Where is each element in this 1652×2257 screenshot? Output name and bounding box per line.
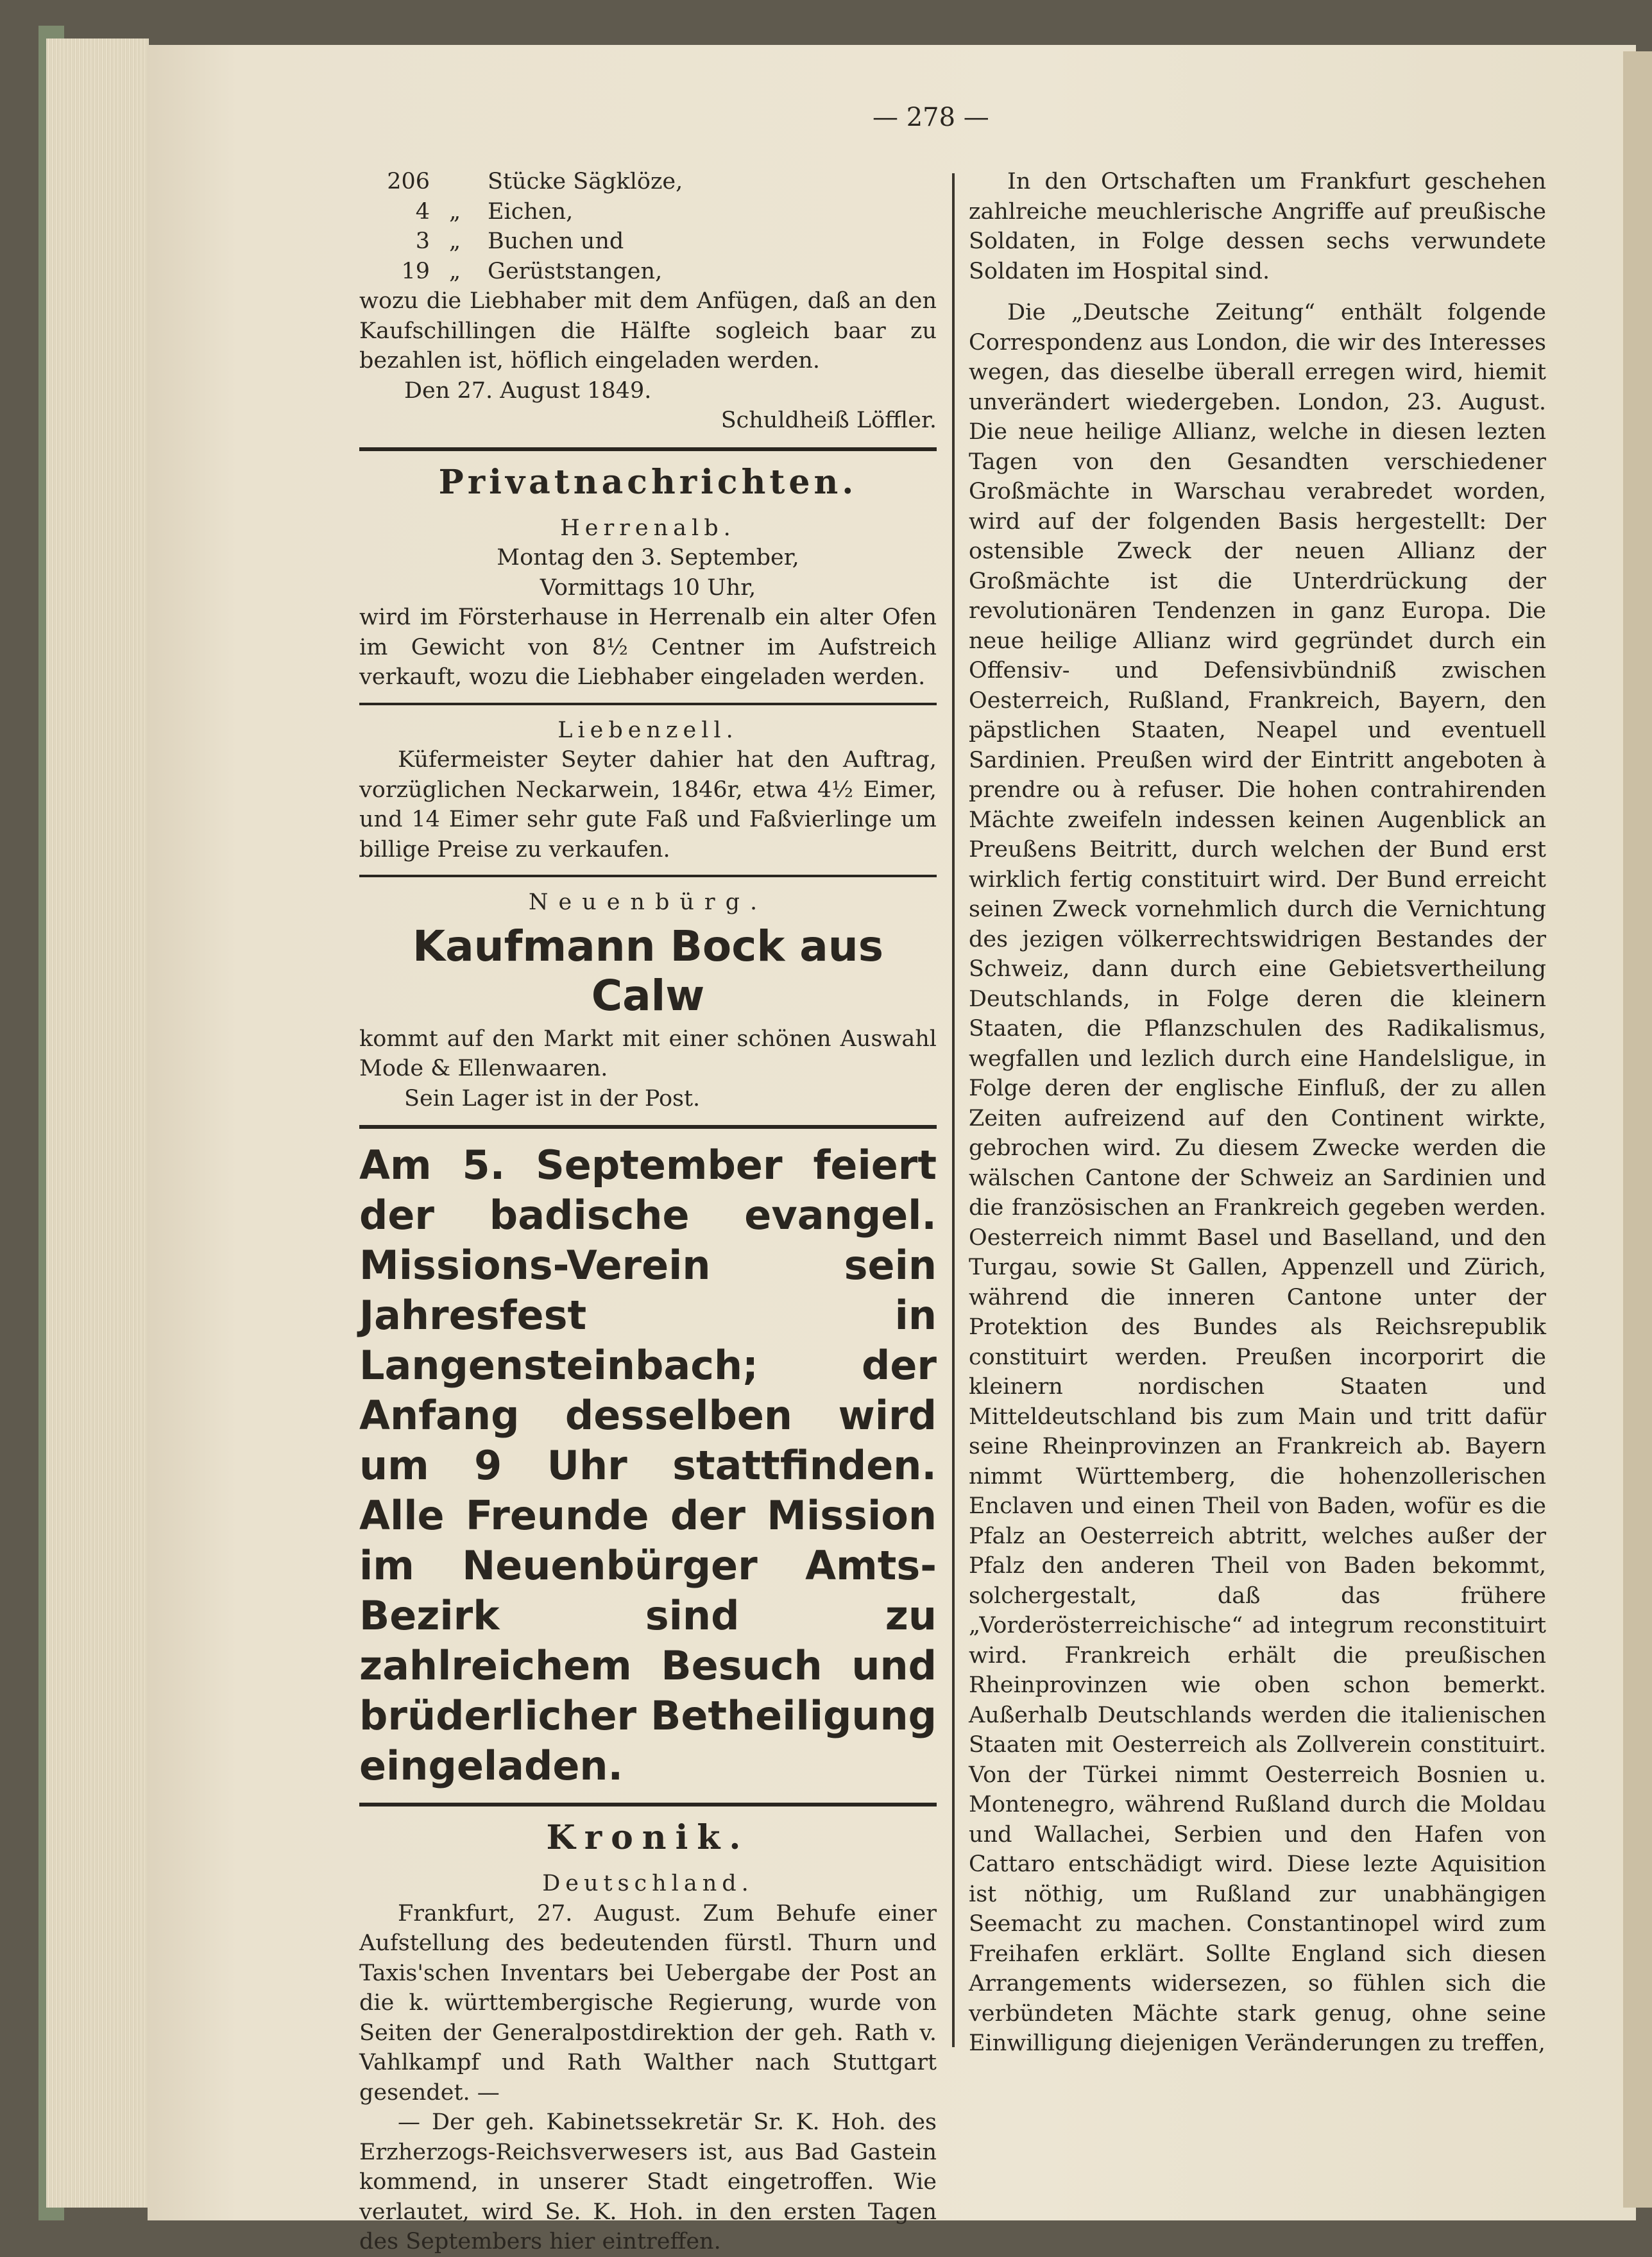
auction-signature: Schuldheiß Löffler. [720, 408, 937, 433]
divider [359, 447, 937, 451]
frankfurt-news-1: Frankfurt, 27. August. Zum Behufe einer Aufstellung des bedeutenden fürstl. Thurn und Taxis'schen Inventars bei Uebergabe der Post an die k. württembergische Regierung, wurde von Seiten der Generalpostdirektion der geh. Rath v. Vahlkampf und Rath Walther nach Stuttgart gesendet. — [359, 1900, 937, 2106]
divider [359, 703, 937, 705]
section-heading-private: Privatnachrichten. [438, 462, 858, 502]
advert-headline: Kaufmann Bock aus Calw [412, 921, 884, 1020]
left-column [359, 167, 937, 2257]
herrenalb-time: Vormittags 10 Uhr, [540, 574, 756, 601]
news-paragraph-1: In den Ortschaften um Frankfurt geschehen zahlreiche meuchlerische Angriffe auf preußische Soldaten, in Folge dessen sechs verwundete Soldaten im Hospital sind. [969, 169, 1546, 284]
right-column [969, 167, 1546, 2059]
auction-date: Den 27. August 1849. [404, 377, 652, 404]
herrenalb-text: wird im Försterhause in Herrenalb ein alter Ofen im Gewicht von 8½ Centner im Aufstreich verkauft, wozu die Liebhaber eingeladen werden. [359, 605, 937, 690]
list-item: 3 „ Buchen und [415, 228, 624, 254]
mission-notice: Am 5. September feiert der badische evangel. Missions-Verein sein Jahresfest in Langensteinbach; der Anfang desselben wird um 9 Uhr stattfinden. Alle Freunde der Mission im Neuenbürger Amts-Bezirk sind zu zahlreichem Besuch und brüderlicher Betheiligung eingeladen. [359, 1142, 937, 1789]
auction-text: wozu die Liebhaber mit dem Anfügen, daß an den Kaufschillingen die Hälfte sogleich baar zu bezahlen ist, höflich eingeladen werden. [359, 288, 937, 373]
place-liebenzell: Liebenzell. [558, 717, 738, 743]
herrenalb-date: Montag den 3. September, [497, 545, 799, 571]
liebenzell-text: Küfermeister Seyter dahier hat den Auftrag, vorzüglichen Neckarwein, 1846r, etwa 4½ Eimer, und 14 Eimer sehr gute Faß und Faßvierlinge um billige Preise zu verkaufen. [359, 747, 937, 862]
news-paragraph-2: Die „Deutsche Zeitung“ enthält folgende Correspondenz aus London, die wir des Interesses wegen, das dieselbe überall erregen wird, hiemit unverändert wiedergeben. London, 23. August. Die neue heilige Allianz, welche in diesen lezten Tagen von den Gesandten verschiedener Großmächte in Warschau verabredet worden, wird auf der folgenden Basis hergestellt: Der ostensible Zweck der neuen Allianz der Großmächte ist die Unterdrückung der revolutionären Tendenzen in ganz Europa. Die neue heilige Allianz wird gegründet durch ein Offensiv- und Defensivbündniß zwischen Oesterreich, Rußland, Frankreich, Bayern, den päpstlichen Staaten, Neapel und eventuell Sardinien. Preußen wird der Eintritt angeboten à prendre ou à refuser. Die hohen contrahirenden Mächte zweifeln indessen keinen Augenblick an Preußens Beitritt, durch welchen der Bund erst wirklich fertig constituirt wird. Der Bund erreicht seinen Zweck vornehmlich durch die Vernichtung des jezigen völkerrechtswidrigen Bestandes der Schweiz, dann durch eine Gebietsvertheilung Deutschlands, in Folge deren die kleinern Staaten, die Pflanzschulen des Radikalismus, wegfallen und lezlich durch eine Handelsligue, in Folge deren der englische Einfluß, der zu allen Zeiten aufreizend auf den Continent wirkte, gebrochen wird. Zu diesem Zwecke werden die wälschen Cantone der Schweiz an Sardinien und die französischen an Frankreich gegeben werden. Oesterreich nimmt Basel und Baselland, und den Turgau, sowie St Gallen, Appenzell und Zürich, während die inneren Cantone unter der Protektion des Bundes als Reichsrepublik constituirt werden. Preußen incorporirt die kleinern nordischen Staaten und Mitteldeutschland bis zum Main und tritt dafür seine Rheinprovinzen an Frankreich ab. Bayern nimmt Württemberg, die hohenzollerischen Enclaven und einen Theil von Baden, wofür es die Pfalz an Oesterreich abtritt, welches außer der Pfalz den anderen Theil von Baden bekommt, solchergestalt, daß das frühere „Vorderösterreichische“ ad integrum reconstituirt wird. Frankreich erhält die preußischen Rheinprovinzen wie oben schon bemerkt. Außerhalb Deutschlands werden die italienischen Staaten mit Oesterreich als Zollverein constituirt. Von der Türkei nimmt Oesterreich Bosnien u. Montenegro, während Rußland durch die Moldau und Wallachei, Serbien und den Hafen von Cattaro entschädigt wird. Diese lezte Aquisition ist nöthig, um Rußland zur unabhängigen Seemacht zu machen. Constantinopel wird zum Freihafen erklärt. Sollte England sich diesen Arrangements widersezen, so fühlen sich die verbündeten Mächte stark genug, ohne seine Einwilligung diejenigen Veränderungen zu treffen, [969, 300, 1546, 2056]
divider [359, 1803, 937, 1806]
place-neuenburg: Neuenbürg. [528, 889, 768, 915]
divider [359, 875, 937, 877]
country-heading: Deutschland. [542, 1871, 754, 1896]
list-item: 19 „ Gerüststangen, [401, 258, 663, 284]
timber-list [359, 167, 937, 286]
frankfurt-news-2: — Der geh. Kabinetssekretär Sr. K. Hoh. des Erzherzogs-Reichsverwesers ist, aus Bad Gastein kommend, in unserer Stadt eingetroffen. Wie verlautet, wird Se. K. Hoh. in den ersten Tagen des Septembers hier eintreffen. [359, 2109, 937, 2254]
divider [359, 1125, 937, 1129]
section-heading-kronik: Kronik. [546, 1818, 750, 1857]
page-stack [46, 39, 149, 2208]
list-item: 4 „ Eichen, [415, 198, 574, 225]
advert-text: kommt auf den Markt mit einer schönen Auswahl Mode & Ellenwaaren. [359, 1026, 937, 1081]
column-rule [952, 173, 955, 2047]
page-number: — 278 — [873, 103, 989, 132]
next-page-edge [1623, 51, 1652, 2208]
advert-note: Sein Lager ist in der Post. [404, 1085, 701, 1111]
list-item: 206 Stücke Sägklöze, [387, 169, 683, 194]
place-herrenalb: Herrenalb. [560, 515, 736, 541]
